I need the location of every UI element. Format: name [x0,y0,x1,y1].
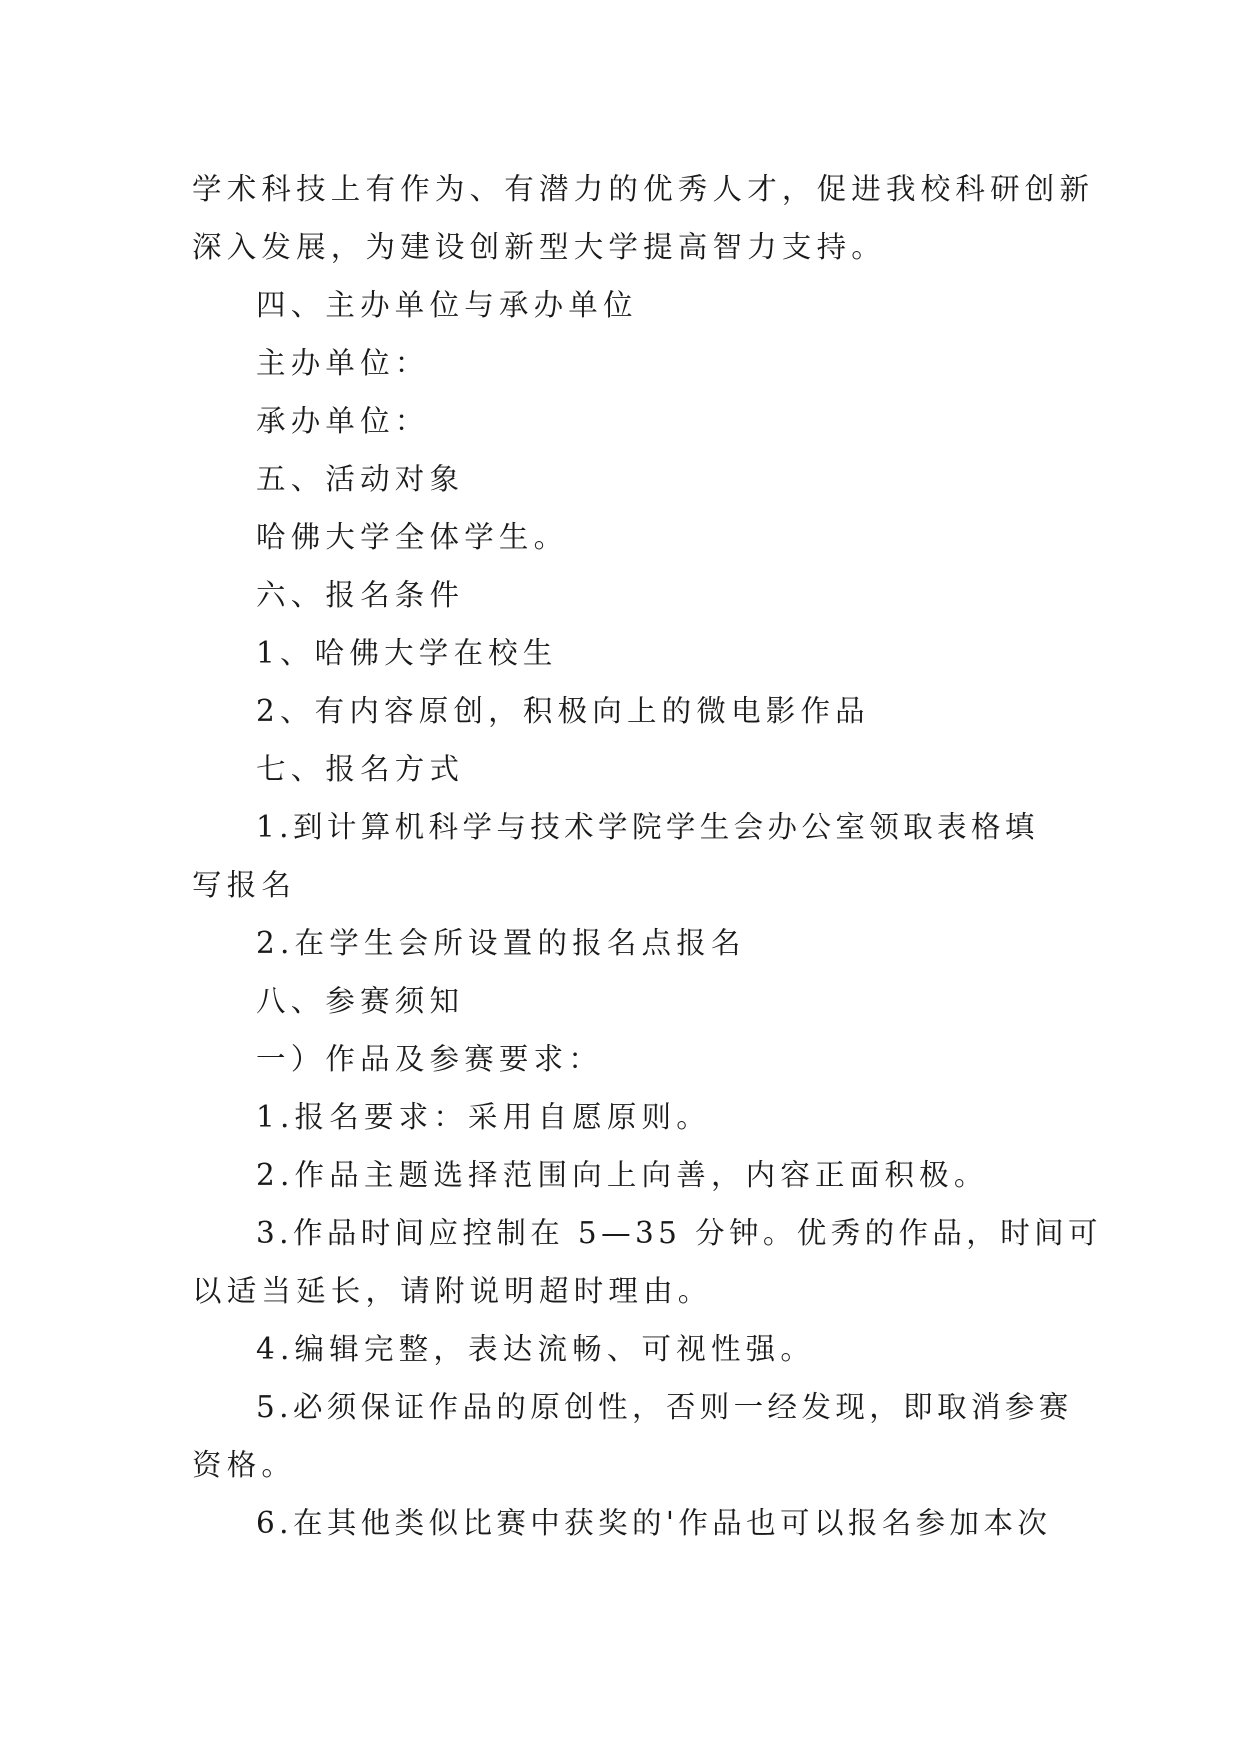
paragraph-line: 学术科技上有作为、有潜力的优秀人才，促进我校科研创新 [192,172,1095,206]
section-heading: 八、参赛须知 [256,984,465,1018]
paragraph-line: 资格。 [192,1448,297,1482]
list-item: 3.作品时间应控制在 5—35 分钟。优秀的作品，时间可 [256,1216,1102,1250]
list-item: 1、哈佛大学在校生 [256,636,558,670]
list-item: 2、有内容原创，积极向上的微电影作品 [256,694,870,728]
list-item: 1.报名要求：采用自愿原则。 [256,1100,711,1134]
section-heading: 五、活动对象 [256,462,465,496]
co-organizer-label: 承办单位： [256,404,430,438]
document-body [192,160,1102,1552]
paragraph-line: 深入发展，为建设创新型大学提高智力支持。 [192,230,887,264]
list-item: 5.必须保证作品的原创性，否则一经发现，即取消参赛 [256,1390,1073,1424]
list-item: 2.作品主题选择范围向上向善，内容正面积极。 [256,1158,989,1192]
list-item: 2.在学生会所设置的报名点报名 [256,926,746,960]
subsection-heading: 一）作品及参赛要求： [256,1042,604,1076]
paragraph-line: 以适当延长，请附说明超时理由。 [192,1274,713,1308]
paragraph-line: 哈佛大学全体学生。 [256,520,569,554]
section-heading: 四、主办单位与承办单位 [256,288,638,322]
list-item: 6.在其他类似比赛中获奖的'作品也可以报名参加本次 [256,1506,1052,1540]
organizer-label: 主办单位： [256,346,430,380]
list-item: 4.编辑完整，表达流畅、可视性强。 [256,1332,816,1366]
list-item: 1.到计算机科学与技术学院学生会办公室领取表格填 [256,810,1039,844]
paragraph-line: 写报名 [192,868,297,902]
section-heading: 七、报名方式 [256,752,465,786]
section-heading: 六、报名条件 [256,578,465,612]
